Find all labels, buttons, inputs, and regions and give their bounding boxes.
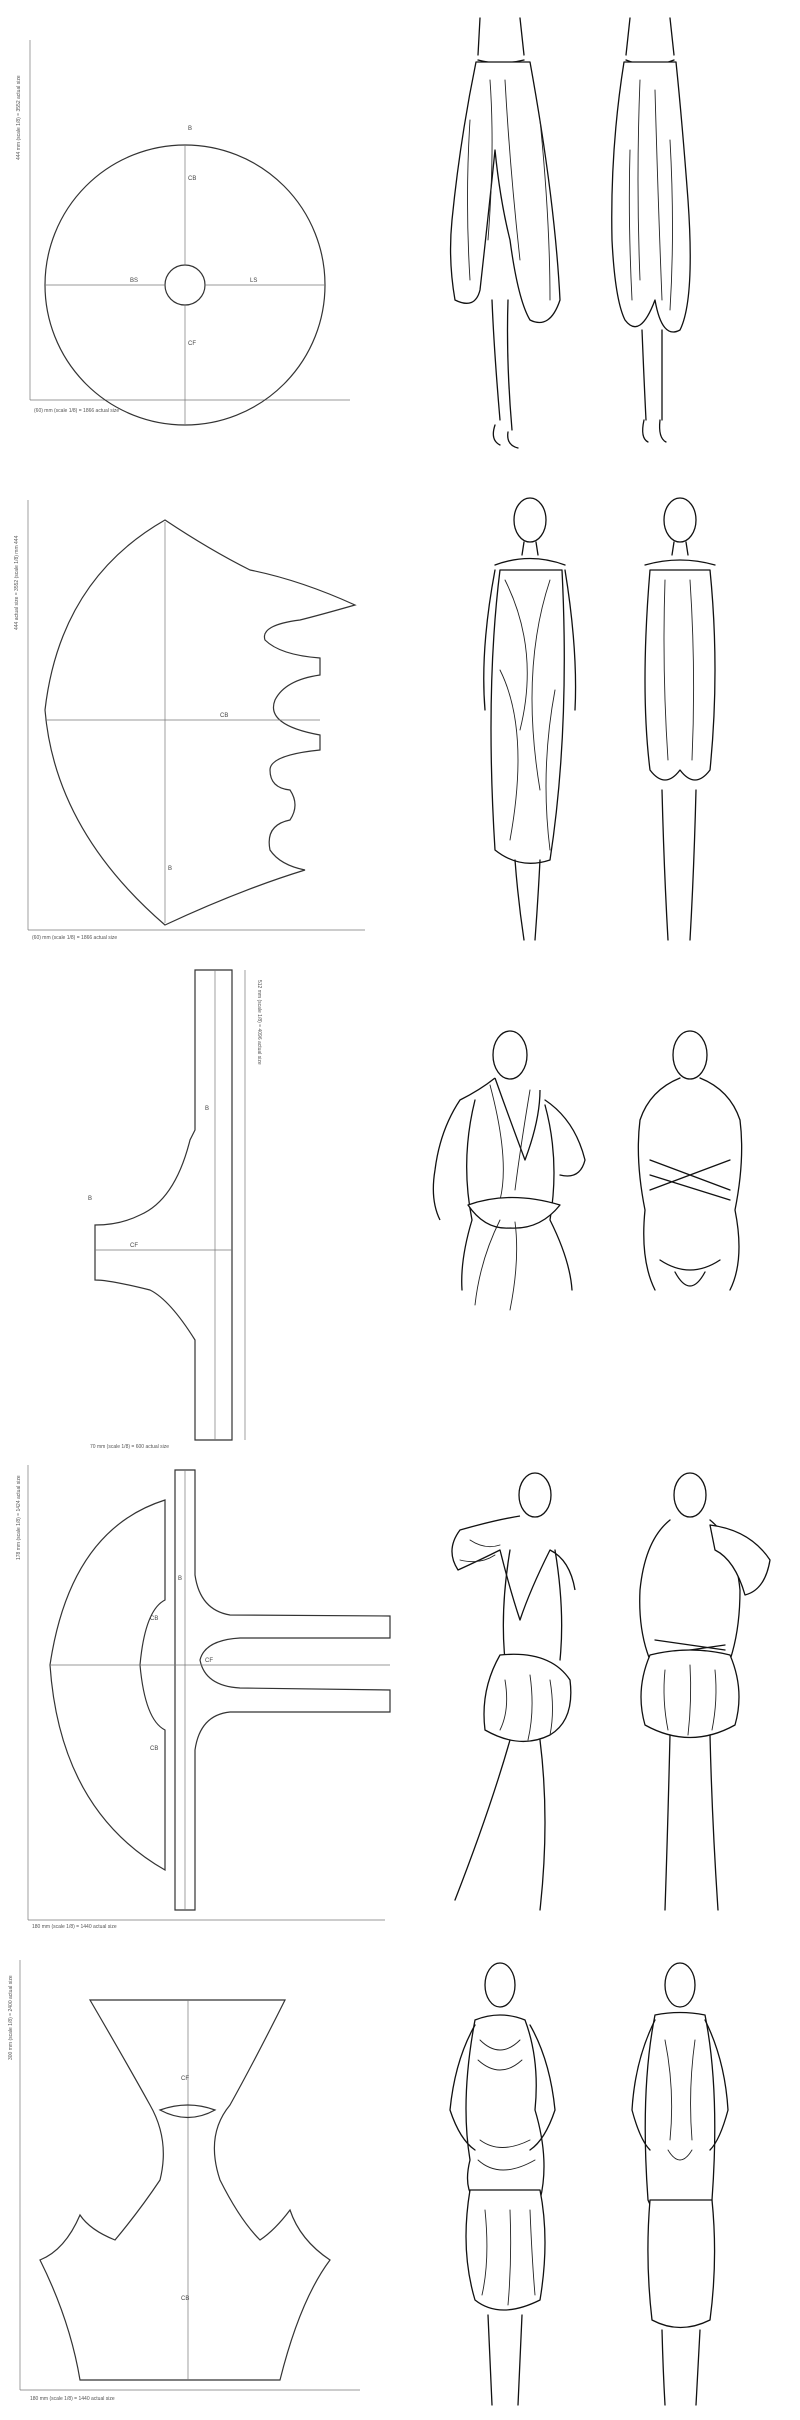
pattern-drawing-halter — [0, 960, 400, 1450]
panel-5-cowl-dress — [0, 1940, 800, 2420]
label-cb: CB — [150, 1616, 159, 1622]
scale-caption: (60) mm (scale 1/8) = 1866 actual size — [34, 408, 120, 414]
side-scale-caption: 444 mm (scale 1/8) = 3552 actual size — [16, 75, 22, 160]
scale-caption: 180 mm (scale 1/8) = 1440 actual size — [30, 2396, 115, 2402]
scale-caption: 70 mm (scale 1/8) = 600 actual size — [90, 1444, 170, 1450]
label-b2: B — [88, 1196, 93, 1202]
fashion-figures-wrap — [400, 470, 800, 960]
label-cf: CF — [181, 2076, 189, 2082]
fashion-figures-cowl — [400, 1940, 800, 2420]
side-scale-caption: 300 mm (scale 1/8) = 2400 actual size — [8, 1975, 14, 2060]
pattern-drawing-cowl — [0, 1940, 400, 2420]
label-b: B — [178, 1576, 183, 1582]
label-b: B — [205, 1106, 210, 1112]
label-ls: LS — [250, 278, 258, 284]
pattern-drawing-cape — [0, 1450, 400, 1940]
label-cf: CF — [188, 341, 196, 347]
pattern-drawing-wrap — [0, 470, 400, 960]
label-bs: BS — [130, 278, 139, 284]
fashion-figures-halter — [400, 960, 800, 1450]
pattern-drawing-circle — [0, 0, 400, 470]
label-b: B — [188, 126, 193, 132]
fashion-figures-skirt — [400, 0, 800, 470]
scale-caption: (60) mm (scale 1/8) = 1866 actual size — [32, 935, 118, 941]
panel-1-circle-skirt — [0, 0, 800, 470]
label-cf: CF — [130, 1243, 138, 1249]
fashion-figures-cape — [400, 1450, 800, 1940]
side-scale-caption: 512 mm (scale 1/8) = 4096 actual size — [256, 980, 262, 1065]
label-cb: CB — [181, 2296, 190, 2302]
label-cb2: CB — [150, 1746, 159, 1752]
side-scale-caption: 178 mm (scale 1/8) = 1424 actual size — [16, 1475, 22, 1560]
panel-4-cape-top — [0, 1450, 800, 1940]
scale-caption: 180 mm (scale 1/8) = 1440 actual size — [32, 1924, 117, 1930]
panel-3-halter-top — [0, 960, 800, 1450]
label-cb: CB — [220, 713, 229, 719]
label-cf: CF — [205, 1658, 213, 1664]
label-cb: CB — [188, 176, 197, 182]
panel-2-wrap-dress — [0, 470, 800, 960]
side-scale-caption: 444 actual size = 3552 (scale 1/8) mm 444 — [14, 535, 20, 630]
label-b: B — [168, 866, 173, 872]
